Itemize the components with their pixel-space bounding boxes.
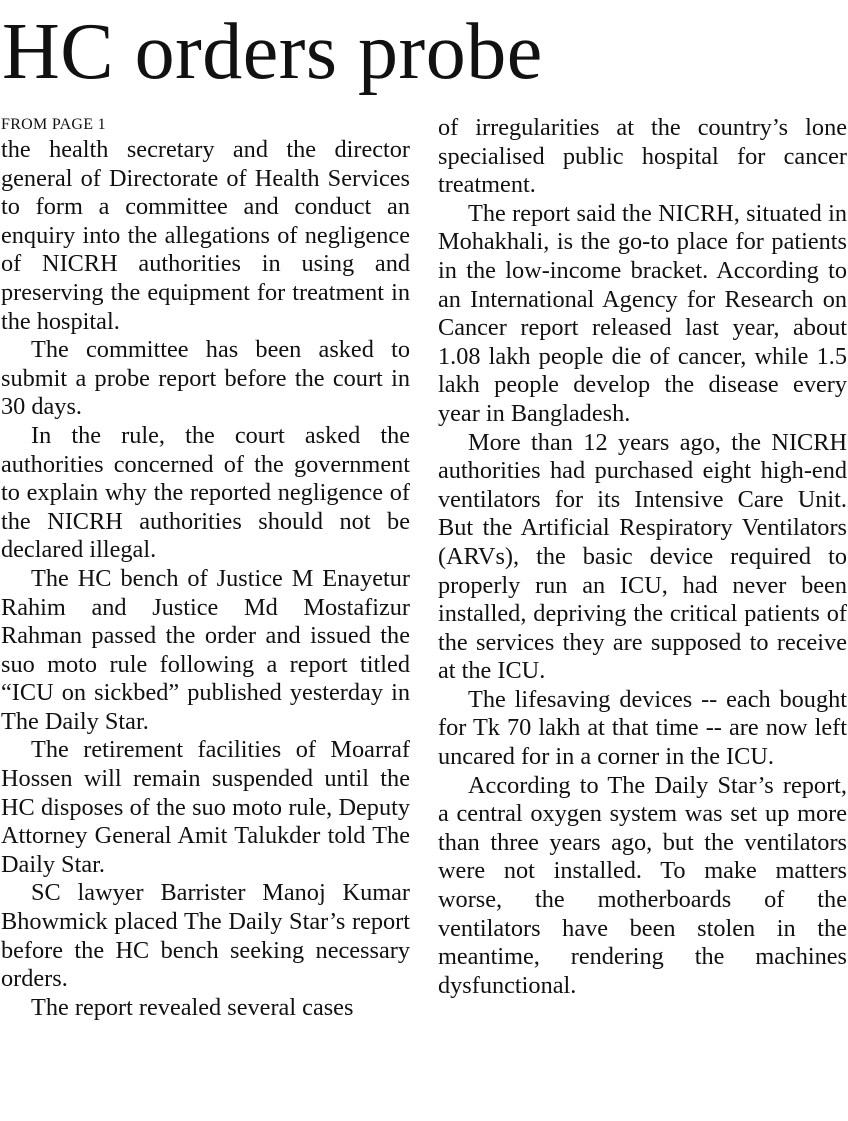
paragraph: The report said the NICRH, situated in Mohakhali, is the go-to place for patients in the low-income bracket. According to an International Agency for Research on Cancer report released last year, about 1.08 lakh people die of cancer, while 1.5 lakh people develop the disease every year in Bangladesh.	[438, 199, 847, 427]
paragraph: According to The Daily Star’s report, a central oxygen system was set up more than three years ago, but the ventilators were not installed. To make matters worse, the motherboards of the ventilators have been stolen in the meantime, rendering the machines dysfunctional.	[438, 771, 847, 999]
paragraph: The HC bench of Justice M Enayetur Rahim and Justice Md Mostafizur Rahman passed the order and issued the suo moto rule following a report titled “ICU on sickbed” published yesterday in The Daily Star.	[1, 564, 410, 735]
paragraph: the health secretary and the director general of Directorate of Health Services to form a committee and conduct an enquiry into the allegations of negligence of NICRH authorities in using and preserving the equipment for treatment in the hospital.	[1, 136, 410, 335]
paragraph: The retirement facilities of Moarraf Hossen will remain suspended until the HC disposes of the suo moto rule, Deputy Attorney General Amit Talukder told The Daily Star.	[1, 736, 410, 878]
article-column-left	[1, 114, 410, 1022]
paragraph: The lifesaving devices -- each bought for Tk 70 lakh at that time -- are now left uncared for in a corner in the ICU.	[438, 685, 847, 771]
paragraph: More than 12 years ago, the NICRH authorities had purchased eight high-end ventilators for its Intensive Care Unit. But the Artificial Respiratory Ventilators (ARVs), the basic device required to properly run an ICU, had never been installed, depriving the critical patients of the services they are supposed to receive at the ICU.	[438, 428, 847, 685]
paragraph: The committee has been asked to submit a probe report before the court in 30 days.	[1, 336, 410, 421]
paragraph: The report revealed several cases	[31, 993, 354, 1021]
paragraph: In the rule, the court asked the authorities concerned of the government to explain why the reported negligence of the NICRH authorities should not be declared illegal.	[1, 421, 410, 564]
kicker-from-page: FROM PAGE 1	[1, 116, 106, 133]
article-column-right	[438, 114, 847, 1000]
paragraph: of irregularities at the country’s lone specialised public hospital for cancer treatment.	[438, 114, 847, 199]
headline: HC orders probe	[2, 8, 543, 96]
paragraph: SC lawyer Barrister Manoj Kumar Bhowmick placed The Daily Star’s report before the HC bench seeking necessary orders.	[1, 879, 410, 993]
